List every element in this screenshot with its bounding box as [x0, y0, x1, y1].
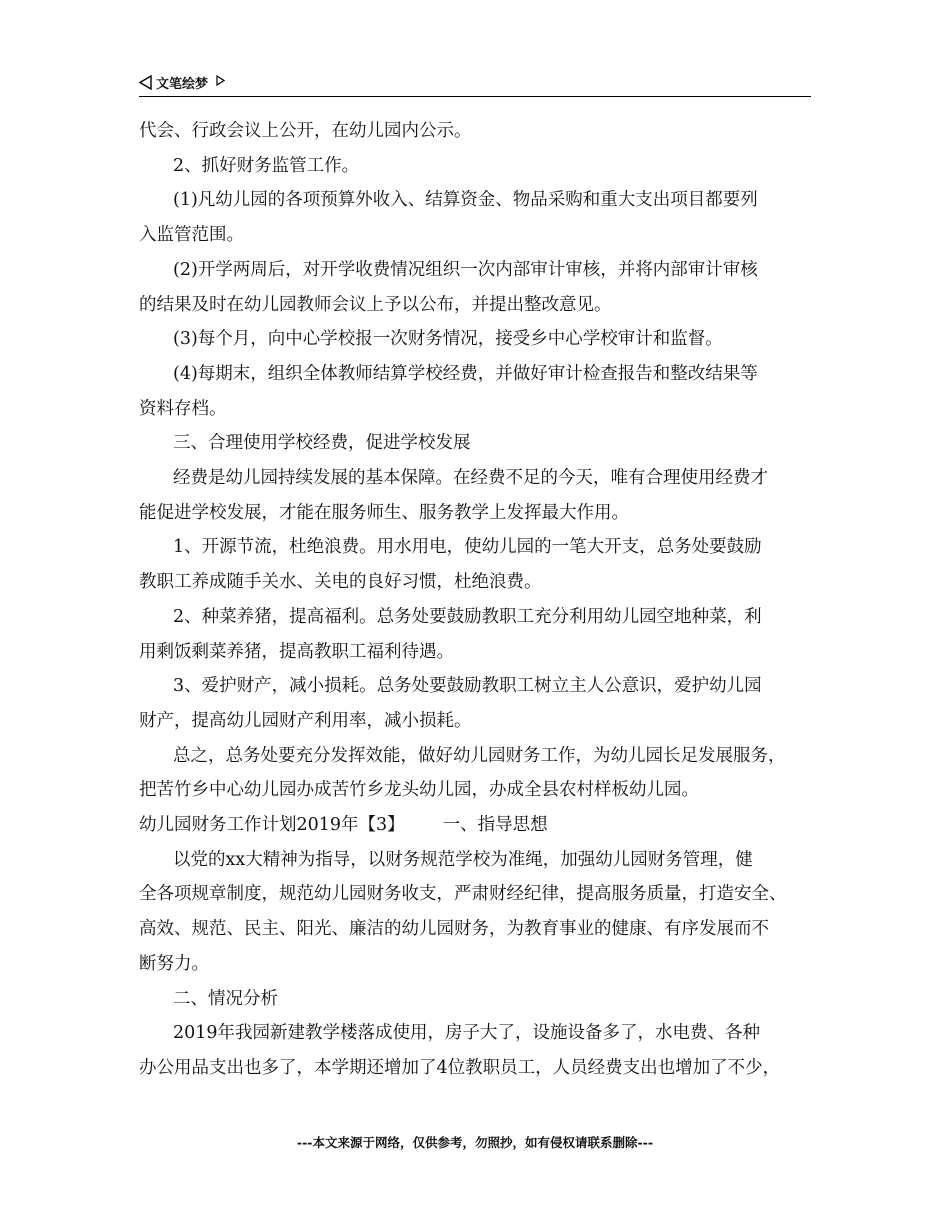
header-brand: [139, 73, 225, 92]
text-line: 入监管范围。: [139, 225, 244, 246]
footer-notice: ---本文来源于网络，仅供参考，勿照抄，如有侵权请联系删除---: [296, 1135, 654, 1150]
text-line: (3)每个月，向中心学校报一次财务情况，接受乡中心学校审计和监督。: [173, 329, 723, 350]
text-line: 全各项规章制度，规范幼儿园财务收支，严肃财经纪律，提高服务质量，打造安全、: [139, 884, 787, 905]
text-line: 总之，总务处要充分发挥效能，做好幼儿园财务工作，为幼儿园长足发展服务，: [173, 745, 786, 766]
document-title: 幼儿园财务工作计划2019年【3】: [139, 815, 405, 835]
text-line: 把苦竹乡中心幼儿园办成苦竹乡龙头幼儿园，办成全县农村样板幼儿园。: [139, 780, 699, 801]
triangle-right-icon: [216, 75, 225, 86]
triangle-left-icon: [139, 75, 152, 90]
text-line: 2019年我园新建教学楼落成使用，房子大了，设施设备多了，水电费、各种: [173, 1023, 761, 1044]
text-line: 财产，提高幼儿园财产利用率，减小损耗。: [139, 710, 472, 731]
text-line: (1)凡幼儿园的各项预算外收入、结算资金、物品采购和重大支出项目都要列: [173, 190, 758, 211]
section-heading: 二、情况分析: [173, 988, 278, 1009]
page-header: [139, 70, 811, 97]
text-line: 资料存档。: [139, 398, 227, 419]
text-line: 3、爱护财产，减小损耗。总务处要鼓励教职工树立主人公意识，爱护幼儿园: [173, 676, 762, 697]
text-line: 以党的xx大精神为指导，以财务规范学校为准绳，加强幼儿园财务管理，健: [173, 849, 753, 870]
header-brand-text: 文笔绘梦: [156, 77, 209, 92]
section-heading: 一、指导思想: [442, 815, 548, 835]
text-line: (2)开学两周后，对开学收费情况组织一次内部审计审核，并将内部审计审核: [173, 259, 758, 280]
text-line: 教职工养成随手关水、关电的良好习惯，杜绝浪费。: [139, 572, 542, 593]
section-heading: 三、合理使用学校经费，促进学校发展: [173, 433, 471, 454]
text-line: 高效、规范、民主、阳光、廉洁的幼儿园财务，为教育事业的健康、有序发展而不: [139, 919, 769, 940]
text-line: 代会、行政会议上公开，在幼儿园内公示。: [139, 121, 472, 141]
text-line: 经费是幼儿园持续发展的基本保障。在经费不足的今天，唯有合理使用经费才: [173, 468, 768, 488]
title-line: [139, 807, 548, 843]
text-line: 能促进学校发展，才能在服务师生、服务教学上发挥最大作用。: [139, 502, 629, 523]
text-line: 办公用品支出也多了，本学期还增加了4位教职员工，人员经费支出也增加了不少，: [139, 1057, 781, 1078]
text-line: 2、抓好财务监管工作。: [173, 155, 360, 176]
text-line: 2、种菜养猪，提高福利。总务处要鼓励教职工充分利用幼儿园空地种菜，利: [173, 606, 762, 627]
text-line: 断努力。: [139, 953, 209, 974]
text-line: 的结果及时在幼儿园教师会议上予以公布，并提出整改意见。: [139, 294, 612, 315]
text-line: 1、开源节流，杜绝浪费。用水用电，使幼儿园的一笔大开支，总务处要鼓励: [173, 537, 762, 558]
text-line: 用剩饭剩菜养猪，提高教职工福利待遇。: [139, 641, 454, 662]
text-line: (4)每期末，组织全体教师结算学校经费，并做好审计检查报告和整改结果等: [173, 363, 758, 384]
